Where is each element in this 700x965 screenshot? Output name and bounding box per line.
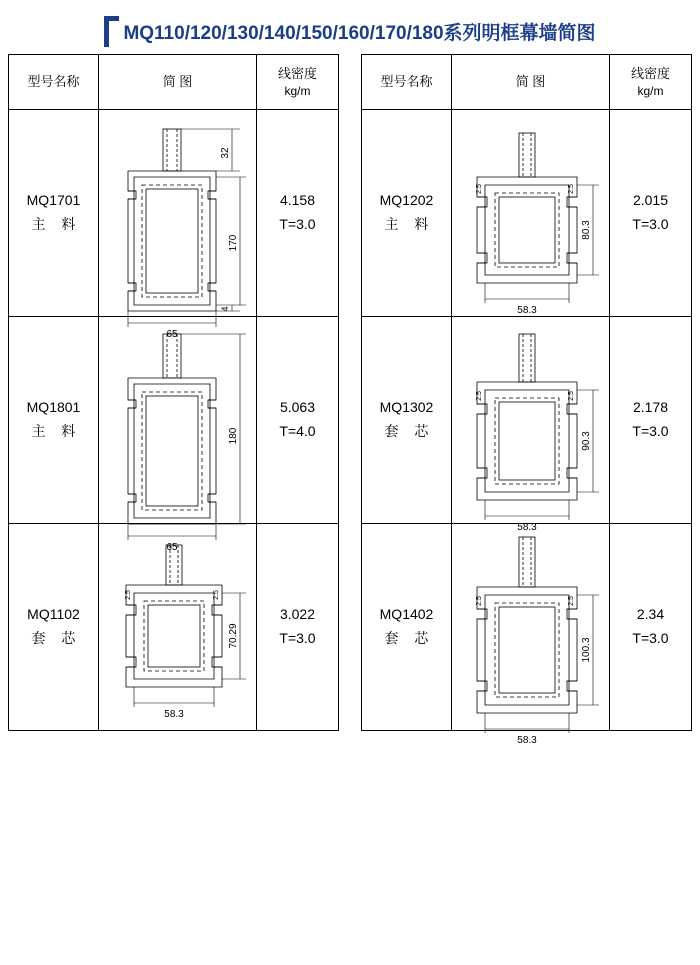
dim-bottom: 4 xyxy=(219,306,230,312)
right-spec-table xyxy=(361,54,692,746)
model-part: 套 芯 xyxy=(31,630,82,646)
density-value: 5.063 xyxy=(279,399,316,416)
thickness-value: T=3.0 xyxy=(279,630,316,646)
title-bracket-icon xyxy=(104,16,119,47)
profile-drawing-mq1701 xyxy=(100,111,256,340)
dim-small-right: 2.5 xyxy=(212,590,220,600)
dim-small-right: 2.5 xyxy=(567,391,575,401)
model-code: MQ1302 xyxy=(379,399,434,416)
dim-small-left: 2.5 xyxy=(475,184,483,194)
left-spec-table xyxy=(8,54,339,731)
dim-width: 58.3 xyxy=(163,709,184,720)
header-diagram: 简 图 xyxy=(99,55,257,110)
dim-width: 58.3 xyxy=(516,305,537,316)
cell-density xyxy=(610,317,692,524)
density-value: 2.34 xyxy=(636,606,665,623)
header-model-name: 型号名称 xyxy=(9,55,99,110)
model-code: MQ1102 xyxy=(27,606,80,623)
table-row xyxy=(362,317,692,524)
model-part: 套 芯 xyxy=(384,423,435,439)
density-value: 2.015 xyxy=(632,192,669,209)
model-code: MQ1701 xyxy=(26,192,81,209)
density-value: 4.158 xyxy=(279,192,316,209)
model-part: 主 料 xyxy=(31,423,82,439)
dim-height: 180 xyxy=(227,427,239,445)
dim-small-right: 2.5 xyxy=(567,184,575,194)
dim-height: 100.3 xyxy=(580,637,592,663)
model-code: MQ1202 xyxy=(379,192,434,209)
cell-density xyxy=(257,524,339,731)
profile-drawing-mq1202 xyxy=(453,111,609,315)
header-model-name: 型号名称 xyxy=(362,55,452,110)
dim-width: 65 xyxy=(165,329,178,340)
cell-model-name xyxy=(362,524,452,731)
cell-density xyxy=(257,317,339,524)
table-header-row xyxy=(362,55,692,110)
dim-top: 32 xyxy=(219,147,231,159)
density-value: 2.178 xyxy=(632,399,669,416)
cell-density xyxy=(257,110,339,317)
dim-height: 90.3 xyxy=(580,431,592,451)
model-part: 主 料 xyxy=(31,216,82,232)
dim-width: 65 xyxy=(165,542,178,553)
table-row xyxy=(362,110,692,317)
cell-model-name xyxy=(362,110,452,317)
dim-width: 58.3 xyxy=(516,735,537,746)
cell-model-name xyxy=(9,110,99,317)
dim-small-left: 2.5 xyxy=(475,596,483,606)
density-value: 3.022 xyxy=(279,606,316,623)
profile-drawing-mq1102 xyxy=(100,525,256,729)
cell-diagram xyxy=(99,317,257,553)
dim-height: 70.29 xyxy=(227,623,239,649)
header-density xyxy=(610,55,692,110)
tables-container xyxy=(0,54,700,746)
profile-drawing-mq1402 xyxy=(453,525,609,746)
model-code: MQ1402 xyxy=(379,606,434,623)
cell-density xyxy=(610,524,692,731)
dim-small-left: 2.5 xyxy=(124,590,132,600)
table-row xyxy=(9,110,339,317)
header-density-line1: 线密度 xyxy=(630,66,670,82)
title-text: MQ110/120/130/140/150/160/170/180系列明框幕墙简图 xyxy=(123,22,596,44)
model-part: 套 芯 xyxy=(384,630,435,646)
header-diagram: 简 图 xyxy=(452,55,610,110)
cell-model-name xyxy=(9,524,99,731)
dim-height: 170 xyxy=(227,234,239,252)
cell-model-name xyxy=(9,317,99,524)
table-header-row xyxy=(9,55,339,110)
table-row xyxy=(9,317,339,524)
cell-diagram xyxy=(452,110,610,317)
cell-model-name xyxy=(362,317,452,524)
cell-diagram xyxy=(99,524,257,731)
page-title xyxy=(0,0,700,54)
header-density-unit: kg/m xyxy=(284,83,311,98)
table-row xyxy=(9,524,339,731)
header-density xyxy=(257,55,339,110)
thickness-value: T=3.0 xyxy=(632,423,669,439)
model-code: MQ1801 xyxy=(26,399,81,416)
header-density-line1: 线密度 xyxy=(277,66,317,82)
thickness-value: T=3.0 xyxy=(632,630,669,646)
cell-diagram xyxy=(452,524,610,746)
cell-diagram xyxy=(452,317,610,533)
profile-drawing-mq1302 xyxy=(453,318,609,533)
dim-small-left: 2.5 xyxy=(475,391,483,401)
cell-diagram xyxy=(99,110,257,340)
cell-density xyxy=(610,110,692,317)
dim-width: 58.3 xyxy=(516,522,537,533)
thickness-value: T=3.0 xyxy=(279,216,316,232)
dim-height: 80.3 xyxy=(580,220,592,240)
thickness-value: T=3.0 xyxy=(632,216,669,232)
header-density-unit: kg/m xyxy=(637,83,664,98)
thickness-value: T=4.0 xyxy=(279,423,316,439)
dim-small-right: 2.5 xyxy=(567,596,575,606)
model-part: 主 料 xyxy=(384,216,435,232)
profile-drawing-mq1801 xyxy=(100,318,256,553)
table-row xyxy=(362,524,692,731)
